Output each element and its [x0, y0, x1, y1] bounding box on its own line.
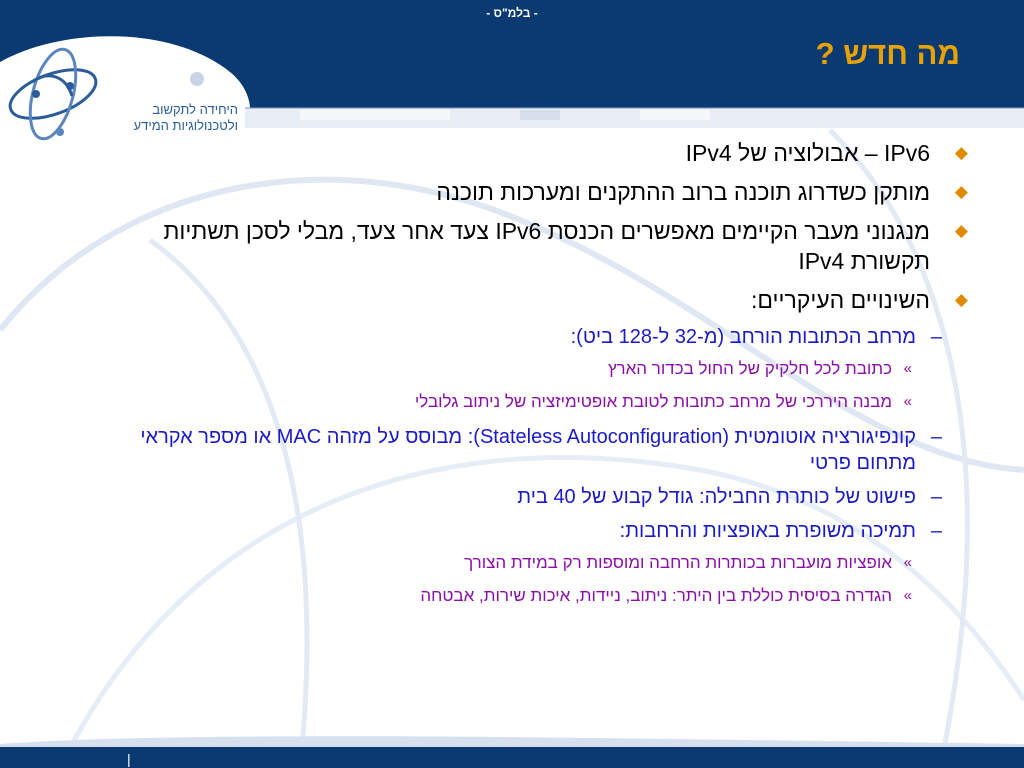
bullet-text: כתובת לכל חלקיק של החול בכדור הארץ — [607, 359, 892, 378]
bullet-text: השינויים העיקריים: — [750, 287, 930, 313]
footer-separator: | — [127, 751, 131, 767]
bullet-item-level-1 — [80, 216, 968, 276]
logo-caption-line: היחידה לתקשוב — [152, 102, 238, 117]
bullet-text: הגדרה בסיסית כוללת בין היתר: ניתוב, ניידות, איכות שירות, אבטחה — [420, 586, 892, 605]
diamond-bullet-icon: ◆ — [954, 182, 968, 201]
diamond-bullet-icon: ◆ — [954, 143, 968, 162]
bullet-item-level-2 — [80, 424, 942, 476]
bullet-item-level-3 — [80, 552, 912, 574]
chevron-bullet-icon: » — [903, 393, 912, 410]
chevron-bullet-icon: » — [903, 554, 912, 571]
bullet-list — [80, 138, 970, 618]
chevron-bullet-icon: » — [903, 360, 912, 377]
bullet-text: מותקן כשדרוג תוכנה ברוב ההתקנים ומערכות תוכנה — [436, 179, 930, 205]
bullet-item-level-3 — [80, 585, 912, 607]
bullet-text: קונפיגורציה אוטומטית (Stateless Autoconfiguration): מבוסס על מזהה MAC או מספר אקראי מתחום פרטי — [140, 426, 916, 474]
dash-bullet-icon: – — [930, 426, 942, 448]
bullet-item-level-2 — [80, 484, 942, 510]
bullet-item-level-1 — [80, 138, 968, 168]
bullet-item-level-3 — [80, 358, 912, 380]
bullet-text: מרחב הכתובות הורחב (מ-32 ל-128 ביט): — [570, 326, 916, 348]
bullet-item-level-1 — [80, 177, 968, 207]
bullet-text: IPv6 – אבולוציה של IPv4 — [685, 140, 930, 166]
dash-bullet-icon: – — [930, 486, 942, 508]
bullet-text: אופציות מועברות בכותרות הרחבה ומוספות רק במידת הצורך — [464, 553, 892, 572]
dash-bullet-icon: – — [930, 520, 942, 542]
bullet-item-level-3 — [80, 391, 912, 413]
logo-caption — [98, 102, 238, 134]
logo-caption-line: ולטכנולוגיות המידע — [133, 118, 238, 133]
diamond-bullet-icon: ◆ — [954, 290, 968, 309]
diamond-bullet-icon: ◆ — [954, 221, 968, 240]
bullet-item-level-2 — [80, 324, 942, 350]
classification-tag: - בלמ"ס - — [486, 6, 538, 20]
bullet-item-level-1 — [80, 285, 968, 315]
bullet-text: פישוט של כותרת החבילה: גודל קבוע של 40 בית — [517, 486, 916, 508]
bullet-item-level-2 — [80, 518, 942, 544]
chevron-bullet-icon: » — [903, 587, 912, 604]
bullet-text: מבנה היררכי של מרחב כתובות לטובת אופטימיזציה של ניתוב גלובלי — [414, 392, 892, 411]
bullet-text: מנגנוני מעבר הקיימים מאפשרים הכנסת IPv6 צעד אחר צעד, מבלי לסכן תשתיות תקשורת IPv4 — [163, 218, 930, 274]
footer-band — [0, 744, 1024, 768]
slide-title: מה חדש ? — [815, 36, 960, 71]
dash-bullet-icon: – — [930, 326, 942, 348]
bullet-text: תמיכה משופרת באופציות והרחבות: — [619, 520, 916, 542]
